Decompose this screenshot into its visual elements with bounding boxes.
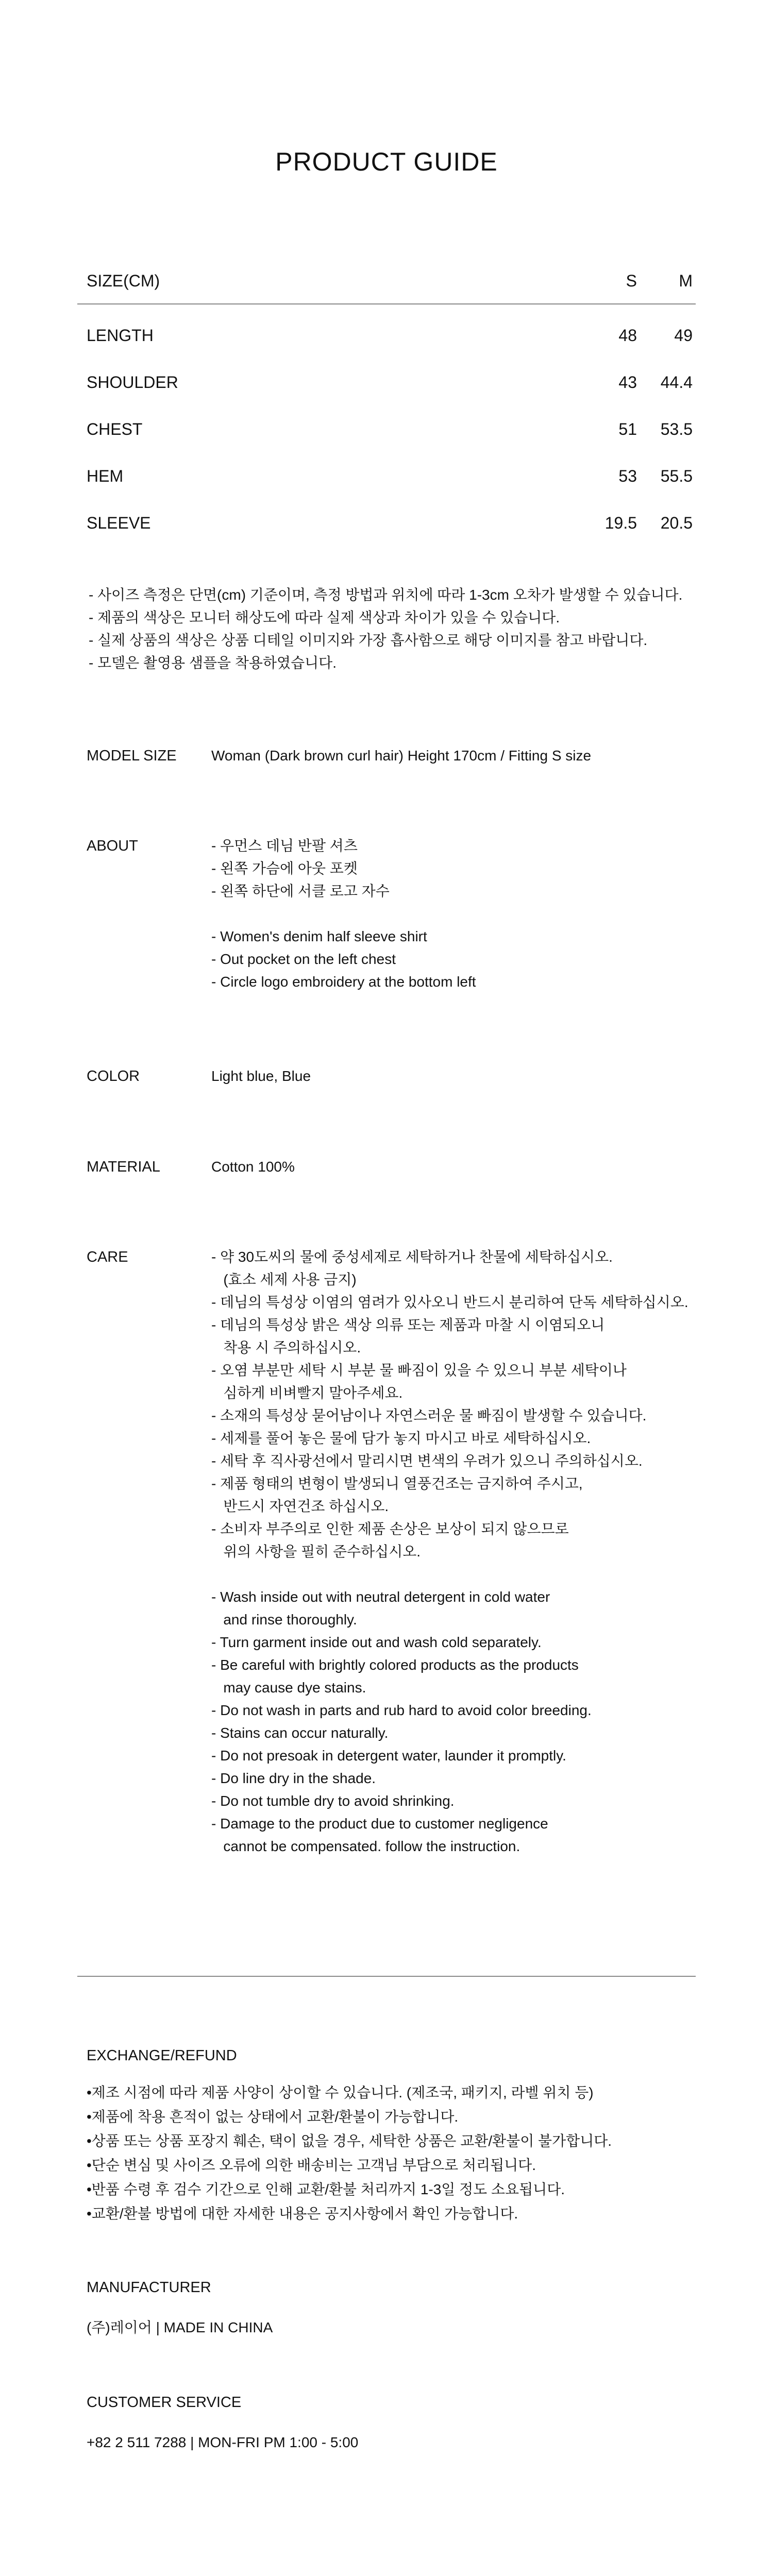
color-label: COLOR xyxy=(87,1068,140,1084)
care-line: - 세탁 후 직사광선에서 말리시면 변색의 우려가 있으니 주의하십시오. xyxy=(211,1453,643,1469)
care-line: 위의 사항을 필히 준수하십시오. xyxy=(211,1544,421,1560)
size-row-label: LENGTH xyxy=(87,326,154,345)
care-line: 심하게 비벼빨지 말아주세요. xyxy=(211,1385,403,1401)
care-line: - 소재의 특성상 묻어남이나 자연스러운 물 빠짐이 발생할 수 있습니다. xyxy=(211,1408,647,1423)
size-row-label: HEM xyxy=(87,467,124,485)
page-title: PRODUCT GUIDE xyxy=(275,147,498,176)
size-header-label: SIZE(CM) xyxy=(87,272,160,290)
manufacturer-section xyxy=(87,2277,273,2340)
size-row-label: SLEEVE xyxy=(87,514,151,532)
care-line xyxy=(211,1563,688,1586)
note-line: - 제품의 색상은 모니터 해상도에 따라 실제 색상과 차이가 있을 수 있습니다. xyxy=(89,609,560,625)
care-line: and rinse thoroughly. xyxy=(211,1612,357,1628)
size-row-label: SHOULDER xyxy=(87,373,178,392)
care-line: 착용 시 주의하십시오. xyxy=(211,1340,361,1355)
customer-service-section xyxy=(87,2392,358,2454)
care-line: - 데님의 특성상 이염의 염려가 있사오니 반드시 분리하여 단독 세탁하십시오. xyxy=(211,1294,688,1310)
about-line: - Women's denim half sleeve shirt xyxy=(211,928,427,944)
size-row-shoulder xyxy=(77,351,696,398)
care-line: (효소 세제 사용 금지) xyxy=(211,1272,357,1287)
size-row-m-value: 49 xyxy=(674,326,693,345)
care-line: - 제품 형태의 변형이 발생되니 열풍건조는 금지하여 주시고, xyxy=(211,1476,583,1492)
note-line: - 사이즈 측정은 단면(cm) 기준이며, 측정 방법과 위치에 따라 1-3cm 오차가 발생할 수 있습니다. xyxy=(89,587,683,603)
size-header-m: M xyxy=(679,272,693,290)
exchange-line: •단순 변심 및 사이즈 오류에 의한 배송비는 고객님 부담으로 처리됩니다. xyxy=(87,2157,536,2173)
size-row-m-value: 20.5 xyxy=(660,514,693,532)
customer-service-value: +82 2 511 7288 | MON-FRI PM 1:00 - 5:00 xyxy=(87,2434,359,2450)
about-line: - Out pocket on the left chest xyxy=(211,951,396,967)
care-line: - Do line dry in the shade. xyxy=(211,1770,376,1786)
customer-service-title: CUSTOMER SERVICE xyxy=(87,2394,242,2411)
size-row-s-value: 19.5 xyxy=(604,514,637,532)
exchange-line: •상품 또는 상품 포장지 훼손, 택이 없을 경우, 세탁한 상품은 교환/환불이 불가합니다. xyxy=(87,2133,612,2149)
about-line: - 우먼스 데님 반팔 셔츠 xyxy=(211,838,358,854)
care-line: - Turn garment inside out and wash cold separately. xyxy=(211,1634,542,1650)
care-line: - Damage to the product due to customer negligence xyxy=(211,1816,548,1832)
care-line: - Do not presoak in detergent water, launder it promptly. xyxy=(211,1748,566,1764)
color-text: Light blue, Blue xyxy=(211,1068,311,1084)
size-row-s-value: 48 xyxy=(618,326,637,345)
care-line: cannot be compensated. follow the instruction. xyxy=(211,1838,520,1854)
about-line: - 왼쪽 가슴에 아웃 포켓 xyxy=(211,860,358,876)
care-line: - 세제를 풀어 놓은 물에 담가 놓지 마시고 바로 세탁하십시오. xyxy=(211,1430,591,1446)
size-row-m-value: 55.5 xyxy=(660,467,693,485)
exchange-line: •제조 시점에 따라 제품 사양이 상이할 수 있습니다. (제조국, 패키지, 라벨 위치 등) xyxy=(87,2084,594,2100)
exchange-line: •반품 수령 후 검수 기간으로 인해 교환/환불 처리까지 1-3일 정도 소요됩니다. xyxy=(87,2181,565,2197)
about-label: ABOUT xyxy=(87,838,138,854)
care-line: may cause dye stains. xyxy=(211,1680,366,1696)
size-row-chest xyxy=(77,398,696,445)
care-line: - 데님의 특성상 밝은 색상 의류 또는 제품과 마찰 시 이염되오니 xyxy=(211,1317,605,1333)
size-notes xyxy=(89,584,682,674)
size-row-label: CHEST xyxy=(87,420,143,438)
model-size-value xyxy=(211,744,591,767)
size-table-header xyxy=(77,260,696,304)
size-row-m-value: 53.5 xyxy=(660,420,693,438)
care-line: - Wash inside out with neutral detergent in cold water xyxy=(211,1589,550,1605)
exchange-refund-title: EXCHANGE/REFUND xyxy=(87,2047,237,2064)
care-line: - Do not wash in parts and rub hard to avoid color breeding. xyxy=(211,1702,592,1718)
exchange-refund-list xyxy=(87,2080,612,2226)
care-label: CARE xyxy=(87,1249,128,1265)
model-size-text: Woman (Dark brown curl hair) Height 170cm / Fitting S size xyxy=(211,748,592,764)
about-value xyxy=(211,835,476,993)
about-line: - Circle logo embroidery at the bottom left xyxy=(211,974,476,990)
about-line: - 왼쪽 하단에 서클 로고 자수 xyxy=(211,883,390,899)
exchange-line: •제품에 착용 흔적이 없는 상태에서 교환/환불이 가능합니다. xyxy=(87,2109,459,2125)
size-header-s: S xyxy=(626,272,637,290)
care-line: 반드시 자연건조 하십시오. xyxy=(211,1498,389,1514)
size-table xyxy=(77,260,696,539)
material-value xyxy=(211,1156,295,1178)
care-line: - Be careful with brightly colored products as the products xyxy=(211,1657,579,1673)
exchange-refund-section xyxy=(87,2045,612,2226)
care-line: - 오염 부분만 세탁 시 부분 물 빠짐이 있을 수 있으니 부분 세탁이나 xyxy=(211,1362,627,1378)
size-row-sleeve xyxy=(77,492,696,539)
color-value xyxy=(211,1065,311,1088)
size-row-m-value: 44.4 xyxy=(660,373,693,392)
about-line xyxy=(211,903,476,925)
manufacturer-value: (주)레이어 | MADE IN CHINA xyxy=(87,2319,273,2335)
care-line: - 약 30도씨의 물에 중성세제로 세탁하거나 찬물에 세탁하십시오. xyxy=(211,1249,613,1265)
note-line: - 실제 상품의 색상은 상품 디테일 이미지와 가장 흡사함으로 해당 이미지를 참고 바랍니다. xyxy=(89,632,648,648)
note-line: - 모델은 촬영용 샘플을 착용하였습니다. xyxy=(89,655,337,671)
exchange-line: •교환/환불 방법에 대한 자세한 내용은 공지사항에서 확인 가능합니다. xyxy=(87,2206,518,2222)
size-row-length xyxy=(77,304,696,351)
manufacturer-title: MANUFACTURER xyxy=(87,2279,211,2296)
material-label: MATERIAL xyxy=(87,1159,160,1175)
material-text: Cotton 100% xyxy=(211,1159,295,1175)
care-value xyxy=(211,1246,688,1858)
section-divider xyxy=(77,1976,696,1977)
size-row-hem xyxy=(77,445,696,492)
size-row-s-value: 43 xyxy=(618,373,637,392)
size-row-s-value: 53 xyxy=(618,467,637,485)
care-line: - 소비자 부주의로 인한 제품 손상은 보상이 되지 않으므로 xyxy=(211,1521,569,1537)
care-line: - Stains can occur naturally. xyxy=(211,1725,389,1741)
size-row-s-value: 51 xyxy=(618,420,637,438)
model-size-label: MODEL SIZE xyxy=(87,748,177,764)
care-line: - Do not tumble dry to avoid shrinking. xyxy=(211,1793,455,1809)
